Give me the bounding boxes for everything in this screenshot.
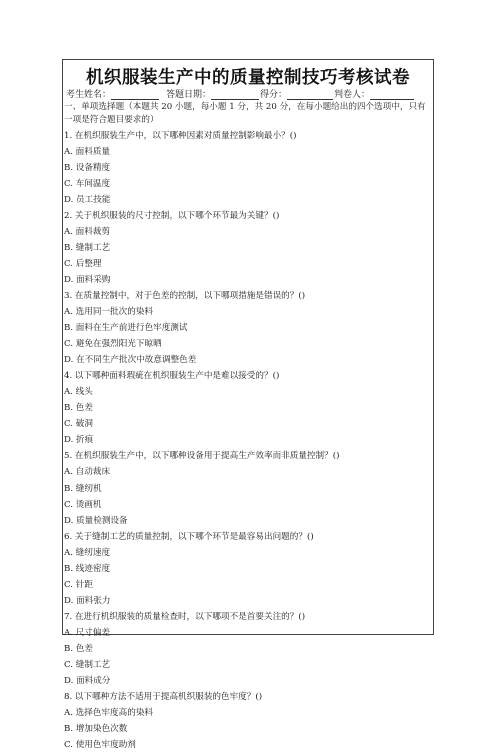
answer-option[interactable]: B. 色差 — [64, 400, 430, 416]
answer-option[interactable]: B. 增加染色次数 — [64, 721, 430, 737]
exam-date-blank[interactable] — [211, 89, 259, 100]
exam-date-field[interactable] — [166, 87, 259, 100]
answer-option[interactable]: D. 员工技能 — [64, 192, 430, 208]
question-stem: 1. 在机织服装生产中，以下哪种因素对质量控制影响最小？() — [64, 128, 430, 144]
answer-option[interactable]: B. 色差 — [64, 641, 430, 657]
answer-option[interactable]: A. 选择色牢度高的染料 — [64, 705, 430, 721]
answer-option[interactable]: D. 面料张力 — [64, 593, 430, 609]
answer-option[interactable]: C. 使用色牢度助剂 — [64, 737, 430, 753]
candidate-name-blank[interactable] — [111, 89, 159, 100]
answer-option[interactable]: A. 缝纫速度 — [64, 545, 430, 561]
exam-info-row — [66, 87, 430, 101]
answer-option[interactable]: D. 面料成分 — [64, 673, 430, 689]
question-stem: 3. 在质量控制中，对于色差的控制，以下哪项措施是错误的？() — [64, 288, 430, 304]
answer-option[interactable]: B. 面料在生产前进行色牢度测试 — [64, 320, 430, 336]
answer-option[interactable]: D. 折痕 — [64, 432, 430, 448]
answer-option[interactable]: B. 设备精度 — [64, 160, 430, 176]
answer-option[interactable]: C. 烫画机 — [64, 497, 430, 513]
candidate-name-field[interactable] — [66, 87, 159, 100]
answer-option[interactable]: B. 缝纫机 — [64, 481, 430, 497]
score-blank[interactable] — [287, 89, 333, 100]
grader-field[interactable] — [334, 87, 414, 100]
answer-option[interactable]: C. 针距 — [64, 577, 430, 593]
question-stem: 6. 关于缝制工艺的质量控制，以下哪个环节是最容易出问题的？() — [64, 529, 430, 545]
question-list — [64, 128, 430, 753]
score-label: 得分： — [260, 90, 287, 100]
question-stem: 2. 关于机织服装的尺寸控制，以下哪个环节最为关键？() — [64, 208, 430, 224]
question-stem: 5. 在机织服装生产中，以下哪种设备用于提高生产效率而非质量控制？() — [64, 448, 430, 464]
answer-option[interactable]: D. 质量检测设备 — [64, 513, 430, 529]
section-intro: 一、单项选择题（本题共 20 小题，每小题 1 分，共 20 分，在每小题给出的四个选项中，只有一项是符合题目要求的） — [64, 101, 430, 127]
question-stem: 8. 以下哪种方法不适用于提高机织服装的色牢度？() — [64, 689, 430, 705]
answer-option[interactable]: A. 面料质量 — [64, 144, 430, 160]
answer-option[interactable]: C. 缝制工艺 — [64, 657, 430, 673]
answer-option[interactable]: B. 线迹密度 — [64, 561, 430, 577]
answer-option[interactable]: A. 尺寸偏差 — [64, 625, 430, 641]
exam-title: 机织服装生产中的质量控制技巧考核试卷 — [62, 64, 434, 89]
answer-option[interactable]: C. 车间温度 — [64, 176, 430, 192]
answer-option[interactable]: D. 在不同生产批次中故意调整色差 — [64, 352, 430, 368]
answer-option[interactable]: B. 缝制工艺 — [64, 240, 430, 256]
answer-option[interactable]: A. 线头 — [64, 384, 430, 400]
question-stem: 7. 在进行机织服装的质量检查时，以下哪项不是首要关注的？() — [64, 609, 430, 625]
answer-option[interactable]: A. 选用同一批次的染料 — [64, 304, 430, 320]
grader-blank[interactable] — [370, 89, 414, 100]
answer-option[interactable]: A. 自动裁床 — [64, 464, 430, 480]
answer-option[interactable]: A. 面料裁剪 — [64, 224, 430, 240]
grader-label: 判卷人： — [334, 90, 370, 100]
candidate-name-label: 考生姓名： — [66, 90, 111, 100]
answer-option[interactable]: D. 面料采购 — [64, 272, 430, 288]
answer-option[interactable]: C. 破洞 — [64, 416, 430, 432]
question-stem: 4. 以下哪种面料瑕疵在机织服装生产中是难以接受的？() — [64, 368, 430, 384]
answer-option[interactable]: C. 后整理 — [64, 256, 430, 272]
score-field[interactable] — [260, 87, 333, 100]
answer-option[interactable]: C. 避免在强烈阳光下晾晒 — [64, 336, 430, 352]
exam-date-label: 答题日期： — [166, 90, 211, 100]
